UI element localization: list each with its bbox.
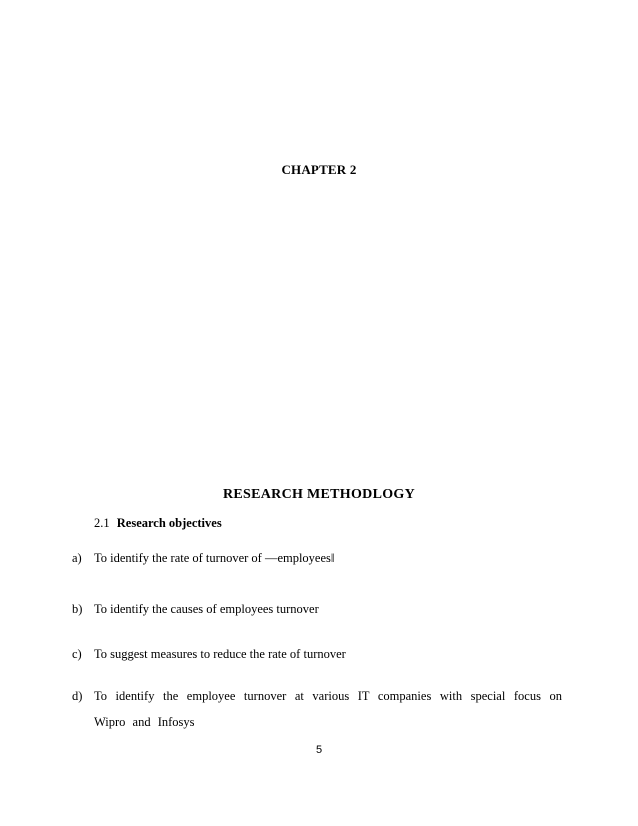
chapter-title: CHAPTER 2 [281,162,357,177]
objective-text: To identify the employee turnover at various IT companies with special focus on Wipro and Infosys [94,689,562,729]
subsection-heading [94,516,222,531]
objective-marker: b) [72,602,83,616]
objective-marker: d) [72,689,83,703]
section-title: RESEARCH METHODLOGY [223,487,415,502]
objective-item [72,641,562,667]
page-number: 5 [315,744,323,756]
objective-marker: c) [72,647,82,661]
objective-marker: a) [72,551,82,565]
objective-text: To suggest measures to reduce the rate of turnover [94,647,346,661]
objective-item [72,545,562,571]
objective-item [72,596,562,622]
subsection-title: Research objectives [116,516,222,530]
subsection-number: 2.1 [94,516,110,530]
objective-item [72,683,562,735]
objective-text: To identify the causes of employees turnover [94,602,319,616]
objective-text: To identify the rate of turnover of ―employees‖ [94,551,335,565]
